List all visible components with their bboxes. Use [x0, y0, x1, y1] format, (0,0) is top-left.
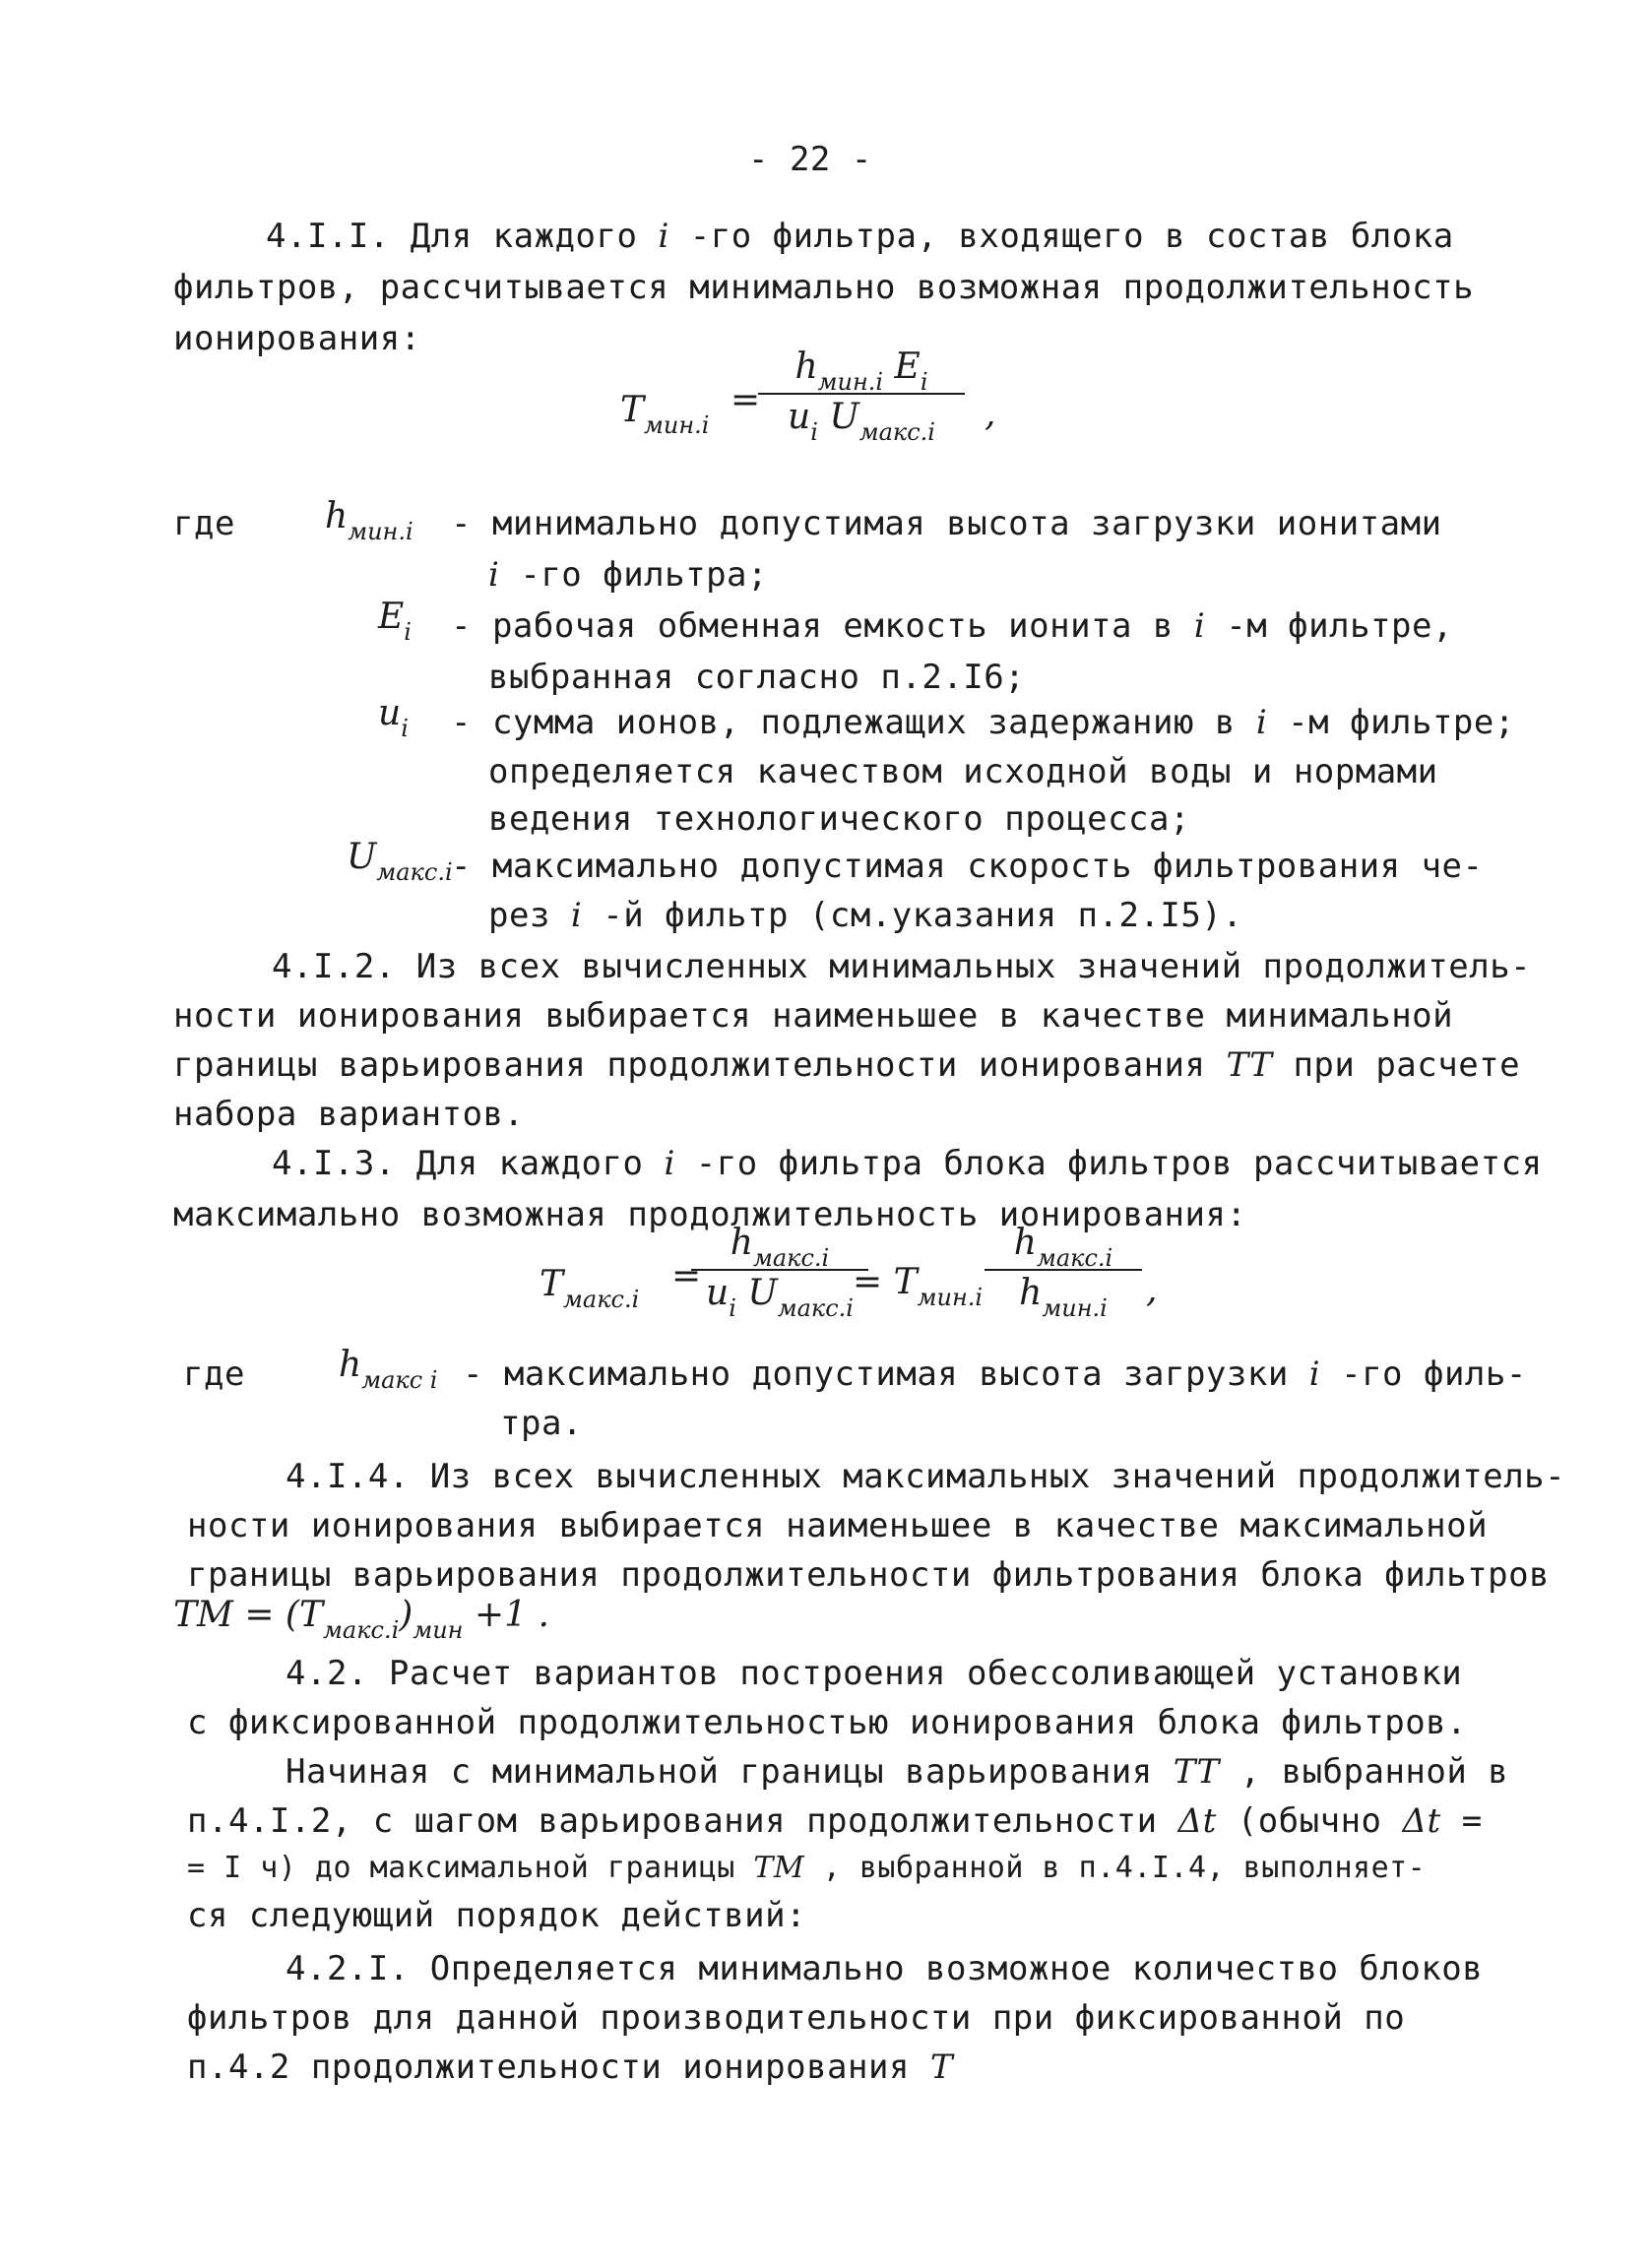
paragraph-4-1-1-line-2: фильтров, рассчитывается минимально возможная продолжительность	[173, 268, 1475, 307]
paragraph-4-1-4-line-1: 4.I.4. Из всех вычисленных максимальных значений продолжитель-	[286, 1457, 1566, 1496]
section-4-2-line-2: с фиксированной продолжительностью ионирования блока фильтров.	[187, 1703, 1468, 1742]
paragraph-4-1-2-line-1: 4.I.2. Из всех вычисленных минимальных значений продолжитель-	[272, 947, 1532, 986]
definition-u-line-3: ведения технологического процесса;	[488, 799, 1190, 839]
definition-u-line-1: - сумма ионов, подлежащих задержанию в i -м фильтре;	[451, 703, 1515, 742]
symbol-h-max: $h_{макс i}$	[339, 1345, 438, 1394]
paragraph-4-1-3-line-1: 4.I.3. Для каждого i -го фильтра блока фильтров рассчитывается	[272, 1144, 1543, 1183]
definition-h-max-line-1: - максимально допустимая высота загрузки i -го филь-	[463, 1354, 1527, 1394]
definition-u-max-line-1: - максимально допустимая скорость фильтрования че-	[451, 847, 1484, 886]
symbol-h-min: $h_{мин.i}$	[325, 496, 413, 545]
definition-u-max-line-2: рез i -й фильтр (см.указания п.2.I5).	[488, 896, 1243, 935]
page-number: - 22 -	[748, 140, 872, 179]
paragraph-4-1-4-line-3: границы варьирования продолжительности фильтрования блока фильтров	[187, 1555, 1551, 1595]
formula-comma: ,	[1146, 1270, 1158, 1310]
paragraph-4-2-body-line-3: = I ч) до максимальной границы TM , выбранной в п.4.I.4, выполняет-	[187, 1851, 1427, 1885]
symbol-e: $E_i$	[378, 597, 412, 646]
paragraph-4-2-1-line-1: 4.2.I. Определяется минимально возможное количество блоков	[286, 1949, 1484, 1988]
paragraph-4-2-1-line-2: фильтров для данной производительности при фиксированной по	[187, 1998, 1406, 2038]
fraction-numerator: $h_{макс.i}$	[985, 1221, 1142, 1271]
formula-lhs: $T_{мин.i}$	[620, 390, 710, 439]
paragraph-4-2-1-line-3: п.4.2 продолжительности ионирования T	[187, 2048, 954, 2087]
where-label: где	[173, 504, 235, 543]
definition-e-line-2: выбранная согласно п.2.I6;	[488, 658, 1026, 697]
section-4-2-line-1: 4.2. Расчет вариантов построения обессоливающей установки	[286, 1654, 1463, 1693]
fraction-denominator: $u_i$ $U_{макс.i}$	[788, 397, 935, 446]
formula-comma: ,	[985, 394, 996, 434]
fraction-numerator: $h_{макс.i}$	[691, 1221, 868, 1271]
paragraph-4-1-1-line-1	[266, 213, 1454, 260]
definition-u-line-2: определяется качеством исходной воды и нормами	[488, 752, 1438, 791]
formula-lhs: $T_{макс.i}$	[540, 1264, 640, 1313]
paragraph-4-1-3-line-2: максимально возможная продолжительность ионирования:	[173, 1195, 1247, 1234]
fraction-denominator: $h_{мин.i}$	[1019, 1273, 1108, 1322]
definition-h-min-line-2: i -го фильтра;	[488, 555, 768, 595]
formula-fraction-2	[985, 1221, 1142, 1322]
formula-equals-2: = $T_{мин.i}$	[853, 1262, 984, 1311]
text: -го фильтра, входящего в состав блока	[668, 217, 1454, 256]
paragraph-4-1-4-line-2: ности ионирования выбирается наименьшее в качестве максимальной	[187, 1506, 1489, 1545]
formula-equals: =	[731, 380, 761, 420]
paragraph-4-1-1-line-3: ионирования:	[173, 319, 421, 358]
fraction-denominator: $u_i$ $U_{макс.i}$	[706, 1273, 854, 1322]
text: 4.I.I. Для каждого	[266, 217, 659, 256]
paragraph-4-1-2-line-2: ности ионирования выбирается наименьшее в качестве минимальной	[173, 996, 1454, 1036]
where-label-2: где	[183, 1354, 245, 1394]
formula-fraction	[758, 345, 965, 446]
paragraph-4-1-2-line-4: набора вариантов.	[173, 1095, 525, 1134]
definition-h-min-line-1: - минимально допустимая высота загрузки ионитами	[451, 504, 1442, 543]
symbol-u-max: $U_{макс.i}$	[347, 837, 453, 886]
formula-equals-1: =	[671, 1256, 702, 1296]
paragraph-4-2-body-line-4: ся следующий порядок действий:	[187, 1896, 807, 1935]
definition-h-max-line-2: тра.	[500, 1404, 583, 1443]
formula-tm: TM = $(T_{макс.i})_{мин} +1$ .	[173, 1595, 549, 1644]
paragraph-4-2-body-line-2: п.4.I.2, с шагом варьирования продолжительности Δt (обычно Δt =	[187, 1801, 1483, 1841]
paragraph-4-2-body-line-1: Начиная с минимальной границы варьирования TT , выбранной в	[286, 1752, 1509, 1792]
paragraph-4-1-2-line-3: границы варьирования продолжительности ионирования TT при расчете	[173, 1045, 1521, 1085]
definition-e-line-1: - рабочая обменная емкость ионита в i -м фильтре,	[451, 606, 1453, 646]
symbol-u: $u_i$	[378, 693, 409, 742]
index-i: i	[658, 217, 669, 256]
fraction-numerator: $h_{мин.i}$ $E_i$	[758, 345, 965, 395]
formula-fraction-1	[691, 1221, 868, 1322]
